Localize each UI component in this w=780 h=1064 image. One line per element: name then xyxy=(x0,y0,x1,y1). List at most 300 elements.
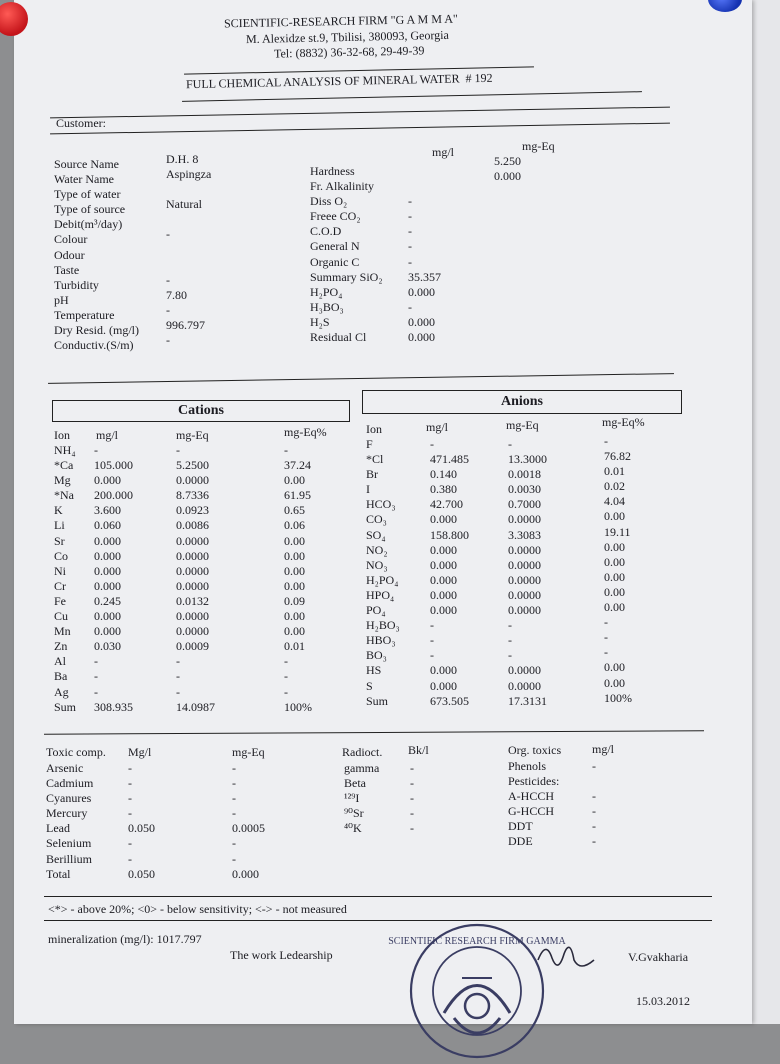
cation-mgeq: 14.0987 xyxy=(176,699,215,714)
cation-mgeq: 0.0923 xyxy=(176,503,209,518)
anion-ion: Sum xyxy=(366,693,389,708)
anion-mgeq: 17.3131 xyxy=(508,693,547,708)
cation-ion: Sum xyxy=(54,699,77,714)
toxic-name: Arsenic xyxy=(46,761,84,775)
cation-mgl: 105.000 xyxy=(94,458,133,473)
cations-mgl xyxy=(94,443,133,715)
cation-mgeq: 0.0000 xyxy=(176,609,209,624)
org-value: - xyxy=(592,834,596,849)
general-label: Diss O₂ xyxy=(310,194,348,209)
cation-mgeq: 0.0009 xyxy=(176,639,209,654)
cation-pct: 0.00 xyxy=(284,578,305,593)
cation-mgeq: 5.2500 xyxy=(176,458,209,473)
anion-mgl: 0.000 xyxy=(430,678,457,693)
anion-mgeq: - xyxy=(508,437,512,451)
toxic-mgeq: - xyxy=(232,761,236,775)
general-label: Fr. Alkalinity xyxy=(310,179,375,194)
radio-names xyxy=(344,761,379,836)
cation-ion: Cr xyxy=(54,578,66,593)
general-mgl-value: - xyxy=(408,299,412,314)
anion-mgl: 0.000 xyxy=(430,512,457,527)
firm-name: SCIENTIFIC-RESEARCH FIRM "G A M M A" xyxy=(223,11,458,31)
cation-ion: Mg xyxy=(54,473,71,488)
anion-ion: H₂BO₃ xyxy=(366,618,400,633)
anion-pct: 19.11 xyxy=(604,524,631,539)
cation-pct: 0.06 xyxy=(284,518,305,533)
source-label: Turbidity xyxy=(54,277,99,292)
anion-mgl: - xyxy=(430,633,434,648)
mineralization: mineralization (mg/l): 1017.797 xyxy=(48,932,202,946)
anion-mgeq: - xyxy=(508,633,512,648)
general-label: Organic C xyxy=(310,254,360,269)
general-label: H₃BO₃ xyxy=(310,299,344,314)
radio-name: ⁴⁰K xyxy=(344,821,362,836)
cation-mgl: 200.000 xyxy=(94,488,133,503)
cations-head-ion: Ion xyxy=(54,428,70,442)
cations-mgeq xyxy=(176,443,215,715)
cation-mgl: - xyxy=(94,443,98,457)
general-label: C.O.D xyxy=(310,224,342,239)
general-mgl-value: - xyxy=(408,254,412,269)
anion-ion: H₂PO₄ xyxy=(366,572,399,587)
cation-mgl: - xyxy=(94,669,98,684)
cation-mgeq: 0.0132 xyxy=(176,593,209,608)
source-value: - xyxy=(166,333,170,348)
cation-mgeq: 0.0000 xyxy=(176,578,209,593)
cation-mgl: 0.000 xyxy=(94,548,121,563)
anions-ions xyxy=(366,437,400,709)
cation-pct: 100% xyxy=(284,699,312,714)
cations-head-pct: mg-Eq% xyxy=(284,425,327,439)
general-label: Freee CO₂ xyxy=(310,209,361,224)
anion-mgeq: 0.0000 xyxy=(508,603,541,618)
anion-mgl: 0.380 xyxy=(430,482,457,497)
cation-ion: Li xyxy=(54,518,65,533)
cation-ion: Fe xyxy=(54,593,66,608)
anion-mgl: - xyxy=(430,437,434,451)
general-mgeq-value xyxy=(494,320,521,335)
org-name: DDE xyxy=(508,834,533,849)
signature xyxy=(534,930,604,980)
anion-mgeq: 0.0000 xyxy=(508,572,541,587)
cation-pct: - xyxy=(284,684,288,699)
cation-mgeq: - xyxy=(176,654,180,669)
cation-mgeq: 0.0000 xyxy=(176,548,209,563)
general-mgeq-value xyxy=(494,260,521,275)
anion-ion: NO₃ xyxy=(366,557,388,572)
cation-ion: Ni xyxy=(54,563,66,578)
anion-ion: CO₃ xyxy=(366,512,387,527)
anion-mgeq: 0.0030 xyxy=(508,482,541,497)
source-label: Taste xyxy=(54,262,80,277)
general-label: Residual Cl xyxy=(310,330,367,345)
toxic-name: Berillium xyxy=(46,851,92,866)
radio-name: gamma xyxy=(344,761,380,775)
general-mgeq-value xyxy=(494,275,521,290)
source-value: - xyxy=(166,227,170,242)
toxic-mgl: - xyxy=(128,791,132,806)
radio-value: - xyxy=(410,761,414,775)
cation-pct: 37.24 xyxy=(284,458,311,473)
general-mgl-value: 0.000 xyxy=(408,314,435,329)
general-mgl-value: - xyxy=(408,209,412,224)
general-mgl-value: - xyxy=(408,194,412,209)
org-names xyxy=(508,759,559,850)
anion-mgl: 42.700 xyxy=(430,497,463,512)
radio-head-name: Radioct. xyxy=(342,745,383,759)
toxic-name: Lead xyxy=(46,821,70,836)
cation-mgl: 0.000 xyxy=(94,624,121,639)
anion-pct: 0.02 xyxy=(604,479,625,494)
anion-pct: - xyxy=(604,434,608,448)
cation-mgeq: - xyxy=(176,443,180,457)
source-value: 7.80 xyxy=(166,287,187,302)
source-value: Aspingza xyxy=(166,167,212,182)
anions-head-pct: mg-Eq% xyxy=(602,415,645,429)
toxic-mgl: 0.050 xyxy=(128,821,155,836)
anion-mgl: 0.000 xyxy=(430,572,457,587)
cation-mgeq: 0.0000 xyxy=(176,624,209,639)
anion-ion: NO₂ xyxy=(366,542,388,557)
source-label: Colour xyxy=(54,232,88,247)
anion-mgeq: 0.0000 xyxy=(508,663,541,678)
anion-ion: *Cl xyxy=(366,452,384,467)
general-head-mgeq: mg-Eq xyxy=(522,139,555,153)
cation-ion: Al xyxy=(54,654,66,669)
cation-mgeq: 0.0086 xyxy=(176,518,209,533)
cation-ion: NH₄ xyxy=(54,443,76,457)
anion-pct: 0.00 xyxy=(604,539,625,554)
radio-value: - xyxy=(410,776,414,791)
general-label: General N xyxy=(310,239,360,254)
cation-ion: Mn xyxy=(54,624,71,639)
cations-ions xyxy=(54,443,76,715)
anion-mgeq: 0.0000 xyxy=(508,678,541,693)
cation-pct: 0.00 xyxy=(284,533,305,548)
cation-mgl: 308.935 xyxy=(94,699,133,714)
source-value xyxy=(166,258,211,273)
cation-mgl: - xyxy=(94,684,98,699)
anion-ion: PO₄ xyxy=(366,603,386,618)
source-label: Conductiv.(S/m) xyxy=(54,338,134,353)
anion-pct: 0.01 xyxy=(604,464,625,479)
anion-mgl: 158.800 xyxy=(430,527,469,542)
cation-mgl: 0.245 xyxy=(94,593,121,608)
toxic-mgeq: - xyxy=(232,851,236,866)
page-title: FULL CHEMICAL ANALYSIS OF MINERAL WATER # 192 xyxy=(185,70,493,92)
cations-head-mgeq: mg-Eq xyxy=(176,428,209,442)
cation-mgeq: - xyxy=(176,669,180,684)
source-label: Temperature xyxy=(54,307,115,322)
toxic-head-mgeq: mg-Eq xyxy=(232,745,265,759)
general-mgl-value: 0.000 xyxy=(408,330,435,345)
anion-mgl: - xyxy=(430,618,434,633)
general-mgeq-values xyxy=(494,154,521,335)
leadership-label: The work Ledearship xyxy=(230,948,333,962)
general-label: H₂PO₄ xyxy=(310,284,343,299)
source-value: - xyxy=(166,272,170,287)
general-mgeq-value xyxy=(494,229,521,244)
org-value: - xyxy=(592,789,596,804)
toxic-name: Total xyxy=(46,866,71,881)
source-value: 996.797 xyxy=(166,318,205,333)
cation-mgeq: - xyxy=(176,684,180,699)
toxic-mgeq: - xyxy=(232,806,236,821)
anion-mgl: 673.505 xyxy=(430,693,469,708)
toxic-mgeq xyxy=(232,761,265,882)
toxic-mgl: - xyxy=(128,776,132,791)
anion-mgeq: - xyxy=(508,618,512,633)
general-mgl-values xyxy=(408,164,441,345)
cation-mgl: 0.000 xyxy=(94,473,121,488)
general-mgl-value: - xyxy=(408,239,412,254)
anion-ion: BO₃ xyxy=(366,648,387,663)
toxic-mgl: 0.050 xyxy=(128,866,155,881)
legend: <*> - above 20%; <0> - below sensitivity; <-> - not measured xyxy=(48,902,347,916)
general-label: H₂S xyxy=(310,314,330,329)
source-value xyxy=(166,212,211,227)
cation-mgl: 0.030 xyxy=(94,639,121,654)
radio-head-unit: Bk/l xyxy=(408,743,429,757)
radio-values xyxy=(410,761,414,836)
cation-mgl: 0.000 xyxy=(94,578,121,593)
general-mgeq-value xyxy=(494,199,521,214)
cation-pct: - xyxy=(284,443,288,457)
anion-pct: - xyxy=(604,630,608,645)
org-value: - xyxy=(592,819,596,834)
firm-phone: Tel: (8832) 36-32-68, 29-49-39 xyxy=(273,43,425,61)
cation-pct: - xyxy=(284,654,288,669)
general-mgl-value: 35.357 xyxy=(408,269,441,284)
org-name: G-HCCH xyxy=(508,804,555,819)
toxic-mgl: - xyxy=(128,851,132,866)
anions-head-mgeq: mg-Eq xyxy=(506,418,539,432)
cation-pct: 0.00 xyxy=(284,609,305,624)
org-name: Phenols xyxy=(508,759,547,773)
cation-mgeq: 0.0000 xyxy=(176,533,209,548)
toxic-head-name: Toxic comp. xyxy=(46,745,106,759)
general-label: Summary SiO₂ xyxy=(310,269,383,284)
source-label: Type of water xyxy=(54,187,121,202)
org-name: A-HCCH xyxy=(508,789,555,804)
cations-head-mgl: mg/l xyxy=(96,428,119,442)
cation-pct: 0.00 xyxy=(284,624,305,639)
anion-pct: 0.00 xyxy=(604,584,625,599)
anion-ion: HCO₃ xyxy=(366,497,396,512)
anion-ion: HPO₄ xyxy=(366,587,395,602)
cation-mgl: 0.000 xyxy=(94,563,121,578)
document-date: 15.03.2012 xyxy=(636,994,690,1008)
source-label: Debit(m³/day) xyxy=(54,217,123,232)
toxic-name: Mercury xyxy=(46,806,88,821)
general-mgeq-value: 0.000 xyxy=(494,169,521,184)
source-label: Water Name xyxy=(54,172,114,187)
org-name: DDT xyxy=(508,819,533,834)
radio-value: - xyxy=(410,821,414,836)
anion-mgeq: 0.0000 xyxy=(508,512,541,527)
anion-pct: 100% xyxy=(604,690,632,705)
anion-mgeq: 0.0000 xyxy=(508,587,541,602)
cation-mgeq: 8.7336 xyxy=(176,488,209,503)
toxic-name: Cyanures xyxy=(46,791,92,806)
cations-title-box xyxy=(52,400,350,422)
anion-ion: HBO₃ xyxy=(366,633,396,648)
org-value: - xyxy=(592,804,596,819)
toxic-mgl xyxy=(128,761,155,882)
general-mgl-value: - xyxy=(408,224,412,239)
cation-ion: Ag xyxy=(54,684,69,699)
cation-mgeq: 0.0000 xyxy=(176,473,209,488)
anion-ion: S xyxy=(366,678,373,693)
general-mgl-value xyxy=(408,164,441,179)
anion-pct: 0.00 xyxy=(604,554,625,569)
anion-mgeq: 0.0000 xyxy=(508,557,541,572)
radio-name: ⁹⁰Sr xyxy=(344,806,364,821)
analysis-number: # 192 xyxy=(465,70,493,86)
anion-pct: 0.00 xyxy=(604,600,625,615)
anion-mgeq: 13.3000 xyxy=(508,452,547,467)
anion-mgl: 471.485 xyxy=(430,452,469,467)
cation-pct: 0.00 xyxy=(284,548,305,563)
anions-head-ion: Ion xyxy=(366,422,382,436)
official-seal xyxy=(388,918,566,1064)
anion-ion: SO₄ xyxy=(366,527,386,542)
anions-title: Anions xyxy=(500,394,544,409)
toxic-mgeq: - xyxy=(232,836,236,851)
anion-mgl: 0.000 xyxy=(430,603,457,618)
anion-ion: I xyxy=(366,482,370,497)
firm-address: M. Alexidze st.9, Tbilisi, 380093, Georgia xyxy=(245,27,449,47)
cation-pct: 61.95 xyxy=(284,488,311,503)
general-mgeq-value: 5.250 xyxy=(494,154,521,168)
radio-name: Beta xyxy=(344,776,366,791)
toxic-name: Cadmium xyxy=(46,776,94,791)
org-values xyxy=(592,759,596,850)
general-label: Hardness xyxy=(310,164,355,178)
org-name: Pesticides: xyxy=(508,774,560,789)
general-mgl-value xyxy=(408,179,441,194)
cation-pct: - xyxy=(284,669,288,684)
general-mgeq-value xyxy=(494,245,521,260)
cation-ion: Cu xyxy=(54,609,69,624)
anion-mgeq: - xyxy=(508,648,512,663)
toxic-mgeq: 0.000 xyxy=(232,866,259,881)
anion-ion: HS xyxy=(366,663,382,678)
anion-mgl: 0.000 xyxy=(430,542,457,557)
cation-ion: *Na xyxy=(54,488,74,503)
cations-pct xyxy=(284,443,312,715)
toxic-mgl: - xyxy=(128,806,132,821)
anion-mgl: 0.000 xyxy=(430,663,457,678)
cation-pct: 0.00 xyxy=(284,473,305,488)
anions-mgeq xyxy=(508,437,547,709)
anion-pct: 4.04 xyxy=(604,494,625,509)
toxic-mgeq: 0.0005 xyxy=(232,821,265,836)
cation-pct: 0.00 xyxy=(284,563,305,578)
anion-pct: 0.00 xyxy=(604,509,625,524)
anion-mgl: 0.140 xyxy=(430,467,457,482)
toxic-mgeq: - xyxy=(232,791,236,806)
source-values xyxy=(166,152,211,348)
cation-pct: 0.65 xyxy=(284,503,305,518)
toxic-names xyxy=(46,761,93,882)
radio-name: ¹²⁹I xyxy=(344,791,360,806)
anion-mgeq: 0.0018 xyxy=(508,467,541,482)
org-value xyxy=(592,774,596,789)
source-label: Source Name xyxy=(54,157,119,171)
cation-mgl: 0.000 xyxy=(94,609,121,624)
anion-pct: - xyxy=(604,645,608,660)
anion-pct: 0.00 xyxy=(604,660,625,675)
cation-pct: 0.09 xyxy=(284,593,305,608)
anion-ion: F xyxy=(366,437,373,451)
general-labels xyxy=(310,164,383,345)
anion-pct: 0.00 xyxy=(604,675,625,690)
cation-mgl: - xyxy=(94,654,98,669)
toxic-name: Selenium xyxy=(46,836,92,851)
source-value: - xyxy=(166,302,170,317)
cation-ion: Co xyxy=(54,548,69,563)
cation-mgl: 0.060 xyxy=(94,518,121,533)
radio-value: - xyxy=(410,791,414,806)
cation-mgeq: 0.0000 xyxy=(176,563,209,578)
toxic-mgl: - xyxy=(128,761,132,775)
cation-mgl: 0.000 xyxy=(94,533,121,548)
general-mgeq-value xyxy=(494,305,521,320)
seal-text: SCIENTIFIC RESEARCH FIRM GAMMA xyxy=(388,936,566,947)
general-mgeq-value xyxy=(494,214,521,229)
cation-mgl: 3.600 xyxy=(94,503,121,518)
anion-mgeq: 0.7000 xyxy=(508,497,541,512)
source-value xyxy=(166,243,211,258)
source-label: Dry Resid. (mg/l) xyxy=(54,323,139,338)
source-labels xyxy=(54,157,139,353)
cation-pct: 0.01 xyxy=(284,639,305,654)
source-value: Natural xyxy=(166,197,202,212)
anion-mgeq: 0.0000 xyxy=(508,542,541,557)
general-mgeq-value xyxy=(494,290,521,305)
general-mgl-value: 0.000 xyxy=(408,284,435,299)
toxic-head-mgl: Mg/l xyxy=(128,745,152,759)
customer-label: Customer: xyxy=(56,116,106,130)
cations-title: Cations xyxy=(178,403,224,418)
anions-title-box xyxy=(362,390,682,414)
anion-pct: 76.82 xyxy=(604,449,631,464)
source-value: D.H. 8 xyxy=(166,152,199,166)
anion-pct: 0.00 xyxy=(604,569,625,584)
general-mgeq-value xyxy=(494,184,521,199)
anion-mgl: 0.000 xyxy=(430,587,457,602)
anion-mgeq: 3.3083 xyxy=(508,527,541,542)
signer-name: V.Gvakharia xyxy=(628,950,689,964)
cation-ion: Ba xyxy=(54,669,68,684)
general-head-mgl: mg/l xyxy=(432,145,455,159)
toxic-mgeq: - xyxy=(232,776,236,791)
org-head-name: Org. toxics xyxy=(508,743,562,757)
analysis-document xyxy=(14,0,752,1024)
anions-pct xyxy=(604,434,632,706)
anion-mgl: - xyxy=(430,648,434,663)
anion-ion: Br xyxy=(366,467,378,482)
source-label: pH xyxy=(54,292,69,307)
cation-ion: K xyxy=(54,503,63,518)
anions-mgl xyxy=(430,437,469,709)
source-value xyxy=(166,182,211,197)
radio-value: - xyxy=(410,806,414,821)
org-value: - xyxy=(592,759,596,773)
cation-ion: *Ca xyxy=(54,458,74,473)
cation-ion: Sr xyxy=(54,533,65,548)
